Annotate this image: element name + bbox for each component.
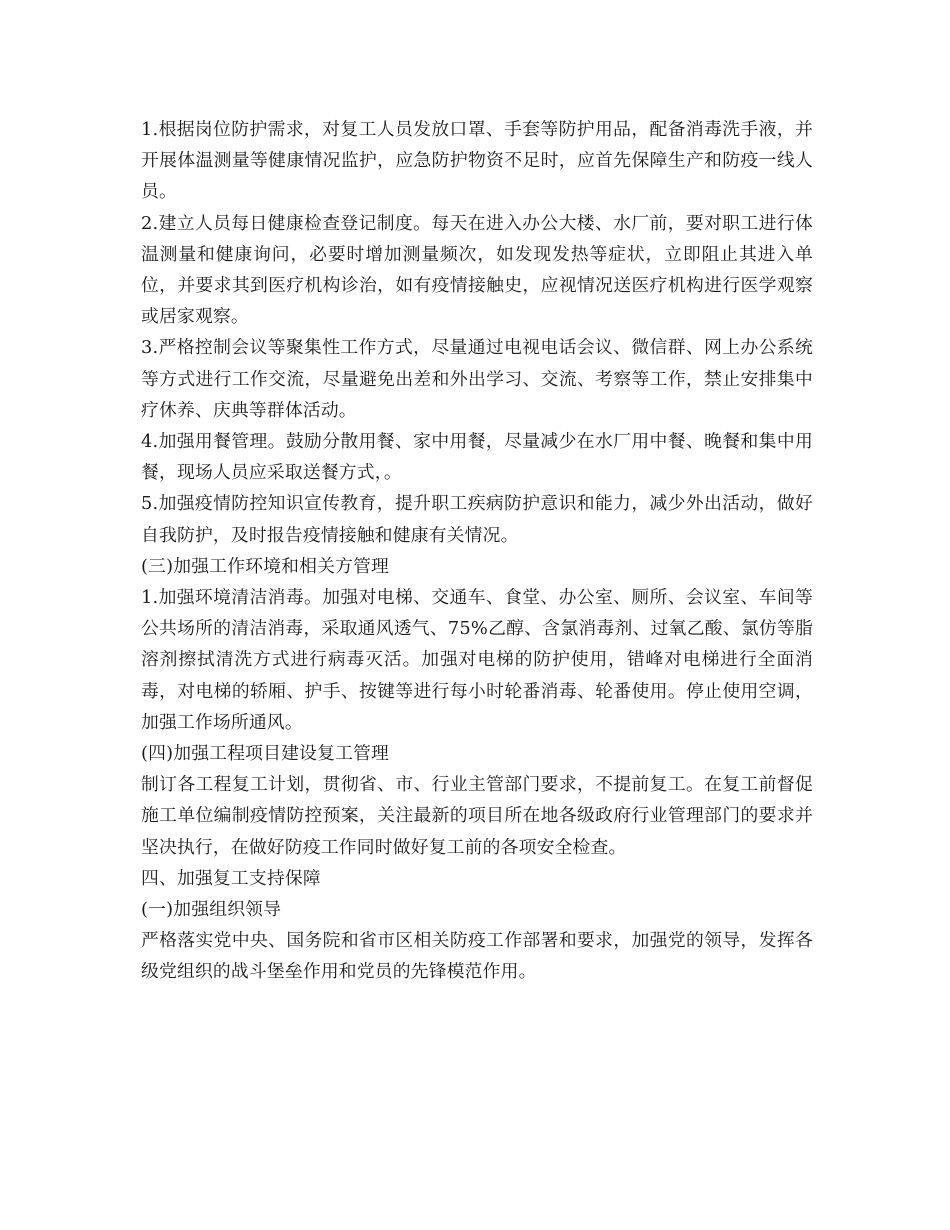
paragraph-measure-2: 2.建立人员每日健康检查登记制度。每天在进入办公大楼、水厂前，要对职工进行体温测量和健康询问，必要时增加测量频次，如发现发热等症状，立即阻止其进入单位，并要求其到医疗机构诊治，如有疫情接触史，应视情况送医疗机构进行医学观察或居家观察。 — [141, 212, 813, 328]
paragraph-leadership: 严格落实党中央、国务院和省市区相关防疫工作部署和要求，加强党的领导，发挥各级党组织的战斗堡垒作用和党员的先锋模范作用。 — [141, 930, 813, 983]
section-heading-4: (四)加强工程项目建设复工管理 — [141, 743, 390, 765]
chapter-heading-4: 四、加强复工支持保障 — [141, 867, 321, 889]
paragraph-measure-1: 1.根据岗位防护需求，对复工人员发放口罩、手套等防护用品，配备消毒洗手液，并开展体温测量等健康情况监护，应急防护物资不足时，应首先保障生产和防疫一线人员。 — [141, 119, 813, 203]
section-heading-1: (一)加强组织领导 — [141, 899, 282, 921]
document-body — [141, 114, 813, 988]
paragraph-cleaning: 1.加强环境清洁消毒。加强对电梯、交通车、食堂、办公室、厕所、会议室、车间等公共场所的清洁消毒，采取通风透气、75%乙醇、含氯消毒剂、过氧乙酸、氯仿等脂溶剂擦拭清洗方式进行病毒灭活。加强对电梯的防护使用，错峰对电梯进行全面消毒，对电梯的轿厢、护手、按键等进行每小时轮番消毒、轮番使用。停止使用空调，加强工作场所通风。 — [141, 587, 813, 733]
paragraph-measure-5: 5.加强疫情防控知识宣传教育，提升职工疾病防护意识和能力，减少外出活动，做好自我防护，及时报告疫情接触和健康有关情况。 — [141, 493, 813, 546]
paragraph-measure-3: 3.严格控制会议等聚集性工作方式，尽量通过电视电话会议、微信群、网上办公系统等方式进行工作交流，尽量避免出差和外出学习、交流、考察等工作，禁止安排集中疗休养、庆典等群体活动。 — [141, 337, 813, 421]
section-heading-3: (三)加强工作环境和相关方管理 — [141, 555, 390, 577]
paragraph-project-resumption: 制订各工程复工计划，贯彻省、市、行业主管部门要求，不提前复工。在复工前督促施工单位编制疫情防控预案，关注最新的项目所在地各级政府行业管理部门的要求并坚决执行，在做好防疫工作同时做好复工前的各项安全检查。 — [141, 774, 813, 858]
paragraph-measure-4: 4.加强用餐管理。鼓励分散用餐、家中用餐，尽量减少在水厂用中餐、晚餐和集中用餐，现场人员应采取送餐方式，。 — [141, 431, 813, 484]
